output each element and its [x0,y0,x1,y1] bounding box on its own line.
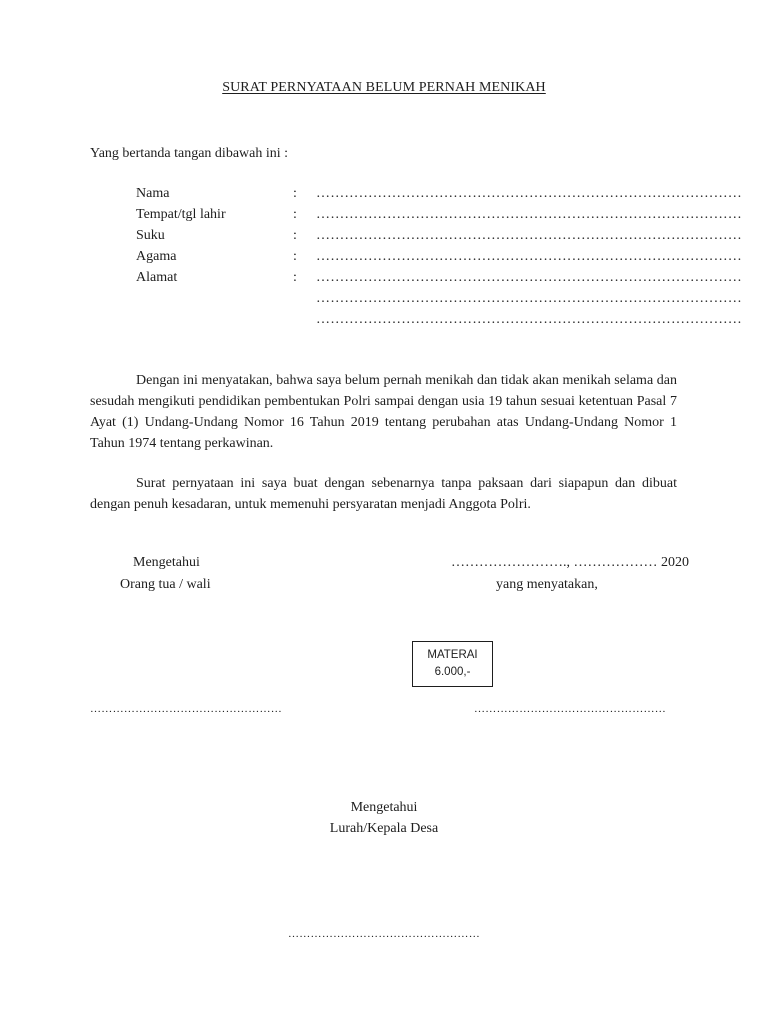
village-head-signature-line: …………………………………………… [287,928,481,940]
field-colon: : [293,270,297,285]
stamp-duty-label: MATERAI [427,649,478,661]
stamp-duty-amount: 6.000,- [434,666,471,678]
parent-acknowledge-label: Mengetahui [133,555,200,570]
declarant-label: yang menyatakan, [496,577,598,592]
field-label-suku: Suku [136,228,165,243]
parent-guardian-label: Orang tua / wali [120,577,211,592]
field-colon: : [293,249,297,264]
field-colon: : [293,186,297,201]
document-title: SURAT PERNYATAAN BELUM PERNAH MENIKAH [222,80,546,95]
place-date-line: ……………………., ……………… 2020 [451,555,689,570]
field-blank-alamat: ……………………………………………………………………………… [316,270,742,285]
village-acknowledge-label: Mengetahui [350,800,418,815]
field-colon: : [293,228,297,243]
statement-paragraph: Dengan ini menyatakan, bahwa saya belum pernah menikah dan tidak akan menikah selama dan sesudah mengikuti pendidikan pembentukan Polri sampai dengan usia 19 tahun sesuai ketentuan Pasal 7 Ayat (1) Undang-Undang Nomor 16 Tahun 2019 tentang perubahan atas Undang-Undang Nomor 1 Tahun 1974 tentang perkawinan. [90,373,677,451]
field-blank-nama: ……………………………………………………………………………… [316,186,742,201]
parent-signature-line: …………………………………………… [90,703,283,715]
field-blank-alamat-line-3: ……………………………………………………………………………… [316,312,742,327]
field-blank-agama: ……………………………………………………………………………… [316,249,742,264]
field-blank-alamat-line-2: ……………………………………………………………………………… [316,291,742,306]
field-label-tempat-tgl-lahir: Tempat/tgl lahir [136,207,226,222]
field-label-nama: Nama [136,186,170,201]
village-head-label: Lurah/Kepala Desa [329,821,439,836]
field-label-alamat: Alamat [136,270,178,285]
intro-text: Yang bertanda tangan dibawah ini : [90,146,289,161]
field-colon: : [293,207,297,222]
declarant-signature-line: …………………………………………… [474,703,667,715]
closing-paragraph: Surat pernyataan ini saya buat dengan sebenarnya tanpa paksaan dari siapapun dan dibuat dengan penuh kesadaran, untuk memenuhi persyaratan menjadi Anggota Polri. [90,476,677,512]
field-blank-suku: ……………………………………………………………………………… [316,228,742,243]
field-label-agama: Agama [136,249,177,264]
stamp-duty-box [412,641,493,687]
field-blank-tempat-tgl-lahir: ……………………………………………………………………………… [316,207,742,222]
